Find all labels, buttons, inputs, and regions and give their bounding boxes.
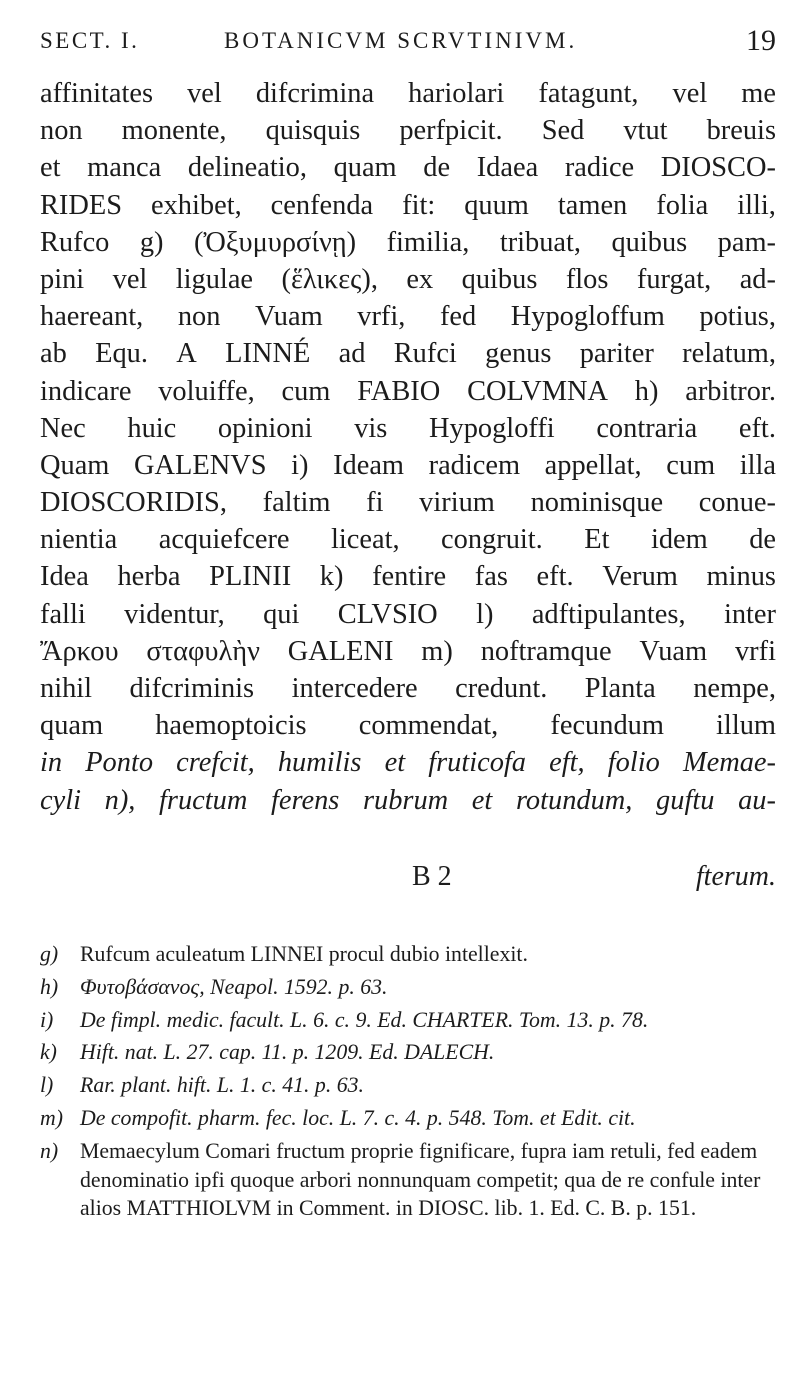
word: Sed xyxy=(541,115,585,147)
word: delineatio, xyxy=(187,152,307,184)
word: FABIO xyxy=(357,375,441,407)
word: vrfi, xyxy=(357,301,406,333)
word: flos xyxy=(565,263,609,295)
word: in xyxy=(40,747,63,779)
word: fed xyxy=(439,301,477,333)
word: illa xyxy=(739,449,776,481)
text-line xyxy=(40,782,776,819)
word: vis xyxy=(354,412,388,444)
word: quum xyxy=(464,189,529,221)
footnote xyxy=(40,1071,776,1100)
word: g) xyxy=(139,226,164,258)
word: Vuam xyxy=(255,301,323,333)
word: nientia xyxy=(40,524,118,556)
word: Planta xyxy=(584,673,656,704)
word: Rufci xyxy=(393,338,457,370)
footnotes xyxy=(40,940,776,1227)
footnote-mark: k) xyxy=(40,1040,57,1065)
word: et xyxy=(384,747,406,779)
word: huic xyxy=(127,412,177,444)
word: fimilia, xyxy=(386,226,470,258)
word: σταφυλὴν xyxy=(146,635,260,667)
word: arbitror. xyxy=(685,375,776,407)
text-line xyxy=(40,112,776,149)
text-line xyxy=(40,670,776,707)
word: ad xyxy=(338,338,366,370)
word: Equ. xyxy=(95,338,148,370)
text-line xyxy=(40,633,776,670)
word: cum xyxy=(666,449,716,481)
word: pam- xyxy=(717,226,776,258)
footnote xyxy=(40,973,776,1002)
word: minus xyxy=(706,561,776,593)
word: fructum xyxy=(159,784,248,816)
word: LINNÉ xyxy=(225,338,311,370)
footnote xyxy=(40,1137,776,1223)
word: Ἄρκου xyxy=(40,635,119,667)
word: congruit. xyxy=(441,524,543,556)
word: manca xyxy=(87,152,162,184)
word: ex xyxy=(406,263,434,295)
footnote-text: Rar. plant. hift. L. 1. c. 41. p. 63. xyxy=(80,1073,364,1098)
word: eft. xyxy=(738,412,776,444)
word: videntur, xyxy=(124,598,225,630)
word: folia xyxy=(656,189,709,221)
word: illum xyxy=(716,710,776,742)
word: GALENI xyxy=(287,635,394,667)
footnote xyxy=(40,1038,776,1067)
word: vrfi xyxy=(734,635,776,667)
word: falli xyxy=(40,598,86,630)
word: Idaea xyxy=(476,152,539,184)
footnote-text: Hift. nat. L. 27. cap. 11. p. 1209. Ed. DALECH. xyxy=(80,1040,495,1065)
word: A xyxy=(176,338,197,370)
word: nominisque xyxy=(530,487,664,519)
word: me xyxy=(741,78,776,109)
word: fecundum xyxy=(550,710,664,742)
footnote-mark: g) xyxy=(40,942,59,966)
text-line xyxy=(40,447,776,484)
word: noftramque xyxy=(480,635,612,667)
word: potius, xyxy=(699,301,776,333)
word: Verum xyxy=(602,561,678,593)
text-line xyxy=(40,558,776,595)
word: conue- xyxy=(698,487,776,519)
signature-mark: B 2 xyxy=(412,861,452,892)
word: DIOSCORIDIS, xyxy=(40,487,227,519)
word: perfpicit. xyxy=(399,115,503,147)
word: rubrum xyxy=(362,784,449,816)
word: Hypogloffi xyxy=(429,412,555,444)
text-line xyxy=(40,187,776,224)
word: de xyxy=(423,152,451,184)
word: fentire xyxy=(372,561,447,593)
word: ferens xyxy=(270,784,340,816)
word: opinioni xyxy=(217,412,313,444)
word: DIOSCO- xyxy=(660,152,776,184)
word: hariolari xyxy=(408,78,505,109)
word: ligulae xyxy=(175,263,254,295)
word: haereant, xyxy=(40,301,144,333)
word: breuis xyxy=(706,115,776,147)
word: l) xyxy=(476,598,494,630)
word: eft. xyxy=(536,561,574,593)
word: contraria xyxy=(596,412,698,444)
running-title: BOTANICVM SCRVTINIVM. xyxy=(224,28,578,53)
word: credunt. xyxy=(455,673,548,704)
footnote-text: Rufcum aculeatum LINNEI procul dubio intellexit. xyxy=(80,942,528,966)
word: vtut xyxy=(623,115,668,147)
footnote-text: De fimpl. medic. facult. L. 6. c. 9. Ed. CHARTER. Tom. 13. p. 78. xyxy=(80,1007,649,1032)
word: tamen xyxy=(557,189,628,221)
word: COLVMNA xyxy=(467,375,608,407)
footnote-mark: m) xyxy=(40,1105,63,1130)
text-line xyxy=(40,410,776,447)
word: vel xyxy=(112,263,148,295)
text-line xyxy=(40,224,776,261)
word: affinitates xyxy=(40,78,153,109)
text-line xyxy=(40,75,776,112)
word: i) xyxy=(291,449,309,481)
word: commendat, xyxy=(358,710,499,742)
word: tribuat, xyxy=(499,226,582,258)
word: Rufco xyxy=(40,226,110,258)
word: au- xyxy=(738,784,776,816)
word: guftu xyxy=(656,784,715,816)
word: m) xyxy=(421,635,453,667)
word: difcriminis xyxy=(129,673,255,704)
word: rotundum, xyxy=(515,784,633,816)
word: cenfenda xyxy=(270,189,374,221)
word: (Ὀξυμυρσίνῃ) xyxy=(193,226,357,258)
word: ad- xyxy=(739,263,776,295)
word: fas xyxy=(474,561,508,593)
word: idem xyxy=(650,524,708,556)
text-line xyxy=(40,484,776,521)
word: intercedere xyxy=(291,673,418,704)
word: folio xyxy=(607,747,660,779)
word: ab xyxy=(40,338,67,370)
word: nempe, xyxy=(693,673,776,704)
word: fit: xyxy=(402,189,436,221)
main-text xyxy=(40,75,776,819)
word: virium xyxy=(419,487,495,519)
footnote xyxy=(40,1104,776,1133)
word: haemoptoicis xyxy=(155,710,307,742)
word: quam xyxy=(40,710,104,742)
word: voluiffe, xyxy=(158,375,255,407)
word: fruticofa xyxy=(428,747,527,779)
word: genus xyxy=(485,338,552,370)
footnote-text: Φυτοβάσανος, Neapol. 1592. p. 63. xyxy=(80,974,388,999)
word: GALENVS xyxy=(134,449,267,481)
word: acquiefcere xyxy=(158,524,290,556)
word: relatum, xyxy=(682,338,776,370)
word: Ponto xyxy=(85,747,154,779)
word: k) xyxy=(319,561,344,593)
word: non xyxy=(40,115,83,147)
word: pini xyxy=(40,263,85,295)
word: Idea xyxy=(40,561,89,593)
text-line xyxy=(40,373,776,410)
word: monente, xyxy=(121,115,227,147)
word: pariter xyxy=(579,338,654,370)
word: vel xyxy=(672,78,708,109)
word: quisquis xyxy=(265,115,361,147)
word: Vuam xyxy=(639,635,708,667)
text-line xyxy=(40,335,776,372)
text-line xyxy=(40,521,776,558)
word: humilis xyxy=(277,747,362,779)
word: non xyxy=(177,301,221,333)
word: Et xyxy=(584,524,610,556)
word: Nec xyxy=(40,412,86,444)
word: eft, xyxy=(549,747,585,779)
word: herba xyxy=(117,561,181,593)
word: nihil xyxy=(40,673,93,704)
footnote xyxy=(40,940,776,969)
signature-line xyxy=(40,858,776,895)
footnote-mark: n) xyxy=(40,1138,59,1163)
word: et xyxy=(471,784,493,816)
word: n), xyxy=(104,784,136,816)
word: RIDES xyxy=(40,189,123,221)
word: furgat, xyxy=(636,263,712,295)
word: inter xyxy=(723,598,776,630)
running-header xyxy=(40,22,776,62)
text-line xyxy=(40,298,776,335)
word: Ideam xyxy=(333,449,404,481)
word: cum xyxy=(281,375,331,407)
word: quam xyxy=(333,152,397,184)
word: exhibet, xyxy=(151,189,242,221)
footnote-mark: l) xyxy=(40,1073,54,1098)
word: fatagunt, xyxy=(538,78,639,109)
word: (ἕλικες), xyxy=(281,263,378,295)
word: illi, xyxy=(737,189,776,221)
text-line xyxy=(40,149,776,186)
word: et xyxy=(40,152,61,184)
word: liceat, xyxy=(331,524,400,556)
word: faltim xyxy=(262,487,331,519)
word: indicare xyxy=(40,375,132,407)
word: Quam xyxy=(40,449,110,481)
word: adftipulantes, xyxy=(531,598,686,630)
footnote-mark: h) xyxy=(40,974,59,999)
word: radice xyxy=(564,152,635,184)
word: qui xyxy=(263,598,300,630)
word: quibus xyxy=(461,263,538,295)
word: appellat, xyxy=(544,449,642,481)
word: crefcit, xyxy=(176,747,255,779)
page-number: 19 xyxy=(746,24,776,57)
word: difcrimina xyxy=(255,78,375,109)
word: Hypogloffum xyxy=(510,301,665,333)
word: PLINII xyxy=(209,561,292,593)
word: Memae- xyxy=(682,747,776,779)
footnote xyxy=(40,1006,776,1035)
word: radicem xyxy=(428,449,521,481)
word: fi xyxy=(366,487,384,519)
text-line xyxy=(40,744,776,781)
footnote-text: De compofit. pharm. fec. loc. L. 7. c. 4. p. 548. Tom. et Edit. cit. xyxy=(80,1105,636,1130)
text-line xyxy=(40,596,776,633)
word: quibus xyxy=(611,226,688,258)
text-line xyxy=(40,707,776,744)
text-line xyxy=(40,261,776,298)
word: vel xyxy=(187,78,222,109)
footnote-text: Memaecylum Comari fructum proprie fignificare, fupra iam retuli, fed eadem denominatio ipfi quoque arbori nonnunquam competit; qua de re confule inter alios MATTHIOLVM in Comment. in DIOSC. lib. 1. Ed. C. B. p. 151. xyxy=(80,1138,761,1221)
word: de xyxy=(749,524,776,556)
word: h) xyxy=(634,375,659,407)
catchword: fterum. xyxy=(695,861,776,892)
footnote-mark: i) xyxy=(40,1007,54,1032)
word: CLVSIO xyxy=(337,598,438,630)
section-label: SECT. I. xyxy=(40,28,140,53)
word: cyli xyxy=(40,784,81,816)
